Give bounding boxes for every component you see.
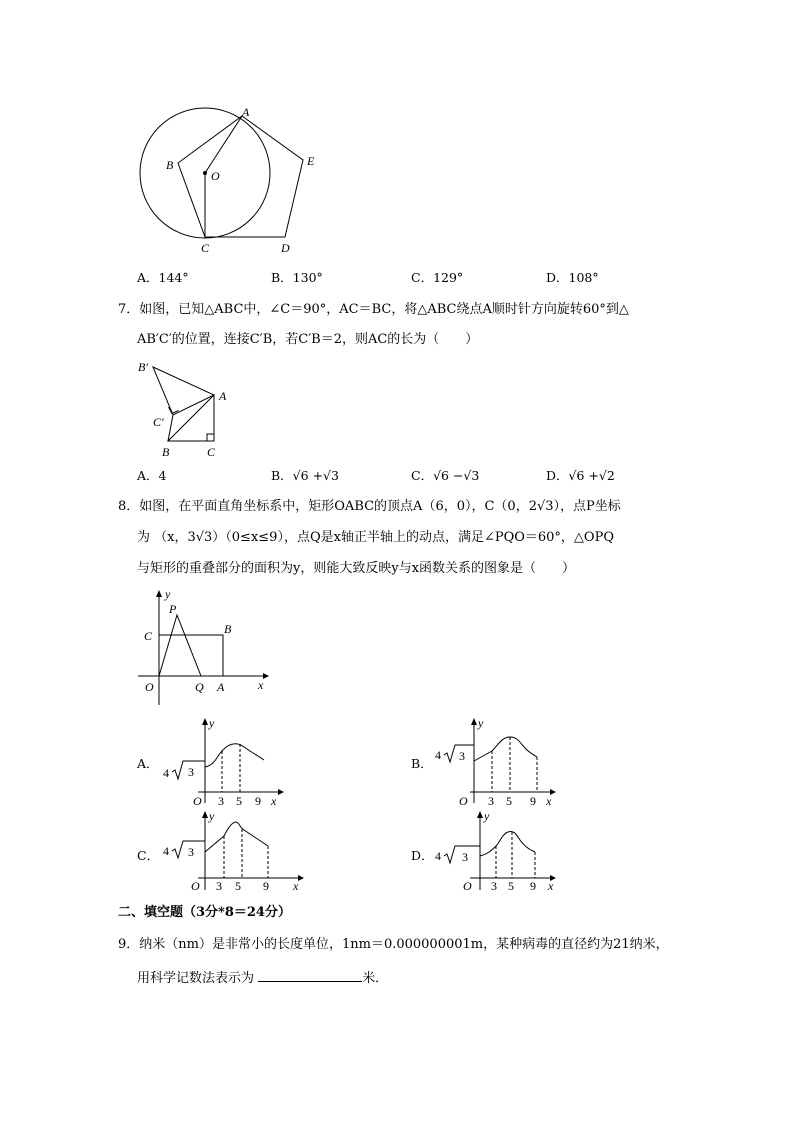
arrow-x xyxy=(298,875,304,881)
arrow-y xyxy=(471,718,477,725)
q7-label-a: A xyxy=(219,389,227,403)
q8-label-x: x xyxy=(258,678,264,692)
q8-label-o: O xyxy=(145,680,154,694)
q8-text-line1: 8．如图，在平面直角坐标系中，矩形OABC的顶点A（6，0），C（0，2√3），点P坐标 xyxy=(118,499,621,514)
q8-option-b-graph[interactable] xyxy=(430,715,560,810)
q8-option-c-graph[interactable] xyxy=(158,810,308,895)
section-2-title: 二、填空题（3分*8＝24分） xyxy=(118,905,291,920)
q6-label-d: D xyxy=(281,241,290,255)
label-o: O xyxy=(459,794,468,808)
q6-label-c: C xyxy=(201,241,210,255)
curve xyxy=(474,737,537,761)
label-rad3: 3 xyxy=(459,749,465,763)
q8-text-line3: 与矩形的重叠部分的面积为y，则能大致反映y与x函数关系的图象是（ ） xyxy=(137,561,576,576)
q7-option-b: B．√6 +√3 xyxy=(271,468,339,483)
q6-figure xyxy=(130,105,330,260)
label-4: 4 xyxy=(163,844,169,858)
q9-text-post: 米． xyxy=(362,971,389,986)
q7-text-line2: AB′C′的位置，连接C′B，若C′B＝2，则AC的长为（ ） xyxy=(137,332,479,347)
tick-5: 5 xyxy=(235,879,241,893)
q8-label-p: P xyxy=(169,602,177,616)
q7-option-c: C．√6 −√3 xyxy=(411,468,480,483)
q7-option-a: A．4 xyxy=(137,468,167,483)
q8-y-arrow xyxy=(156,590,162,597)
tick-5: 5 xyxy=(506,794,512,808)
tick-3: 3 xyxy=(216,879,222,893)
tick-9: 9 xyxy=(263,879,269,893)
label-o: O xyxy=(193,794,202,808)
q8-option-d-graph[interactable] xyxy=(430,810,565,895)
arrow-y xyxy=(202,718,208,725)
label-4: 4 xyxy=(435,849,441,863)
q6-radius-oa xyxy=(205,116,242,173)
q6-pentagon xyxy=(178,116,303,237)
tick-5: 5 xyxy=(508,879,514,893)
q7-text-line1: 7．如图，已知△ABC中，∠C＝90°，AC＝BC，将△ABC绕点A顺时针方向旋转60°到△ xyxy=(118,302,629,317)
q7-label-c: C xyxy=(207,445,216,459)
arrow-x xyxy=(278,789,284,795)
q8-label-q: Q xyxy=(195,680,204,694)
arrow-y xyxy=(202,811,208,818)
label-4: 4 xyxy=(435,748,441,762)
label-y: y xyxy=(209,716,215,730)
q6-label-e: E xyxy=(307,154,315,168)
label-x: x xyxy=(548,879,554,893)
tick-3: 3 xyxy=(488,794,494,808)
q6-label-o: O xyxy=(211,169,220,183)
q8-option-c-letter: C． xyxy=(137,848,160,863)
q7-label-c1: C′ xyxy=(153,415,164,429)
label-y: y xyxy=(209,810,215,823)
q9-text-line2 xyxy=(137,967,388,989)
label-y: y xyxy=(484,810,490,823)
q8-option-b-letter: B． xyxy=(411,756,433,771)
q8-x-arrow xyxy=(263,673,269,679)
q6-option-a: A．144° xyxy=(137,270,189,285)
tick-9: 9 xyxy=(255,794,261,808)
q8-label-c: C xyxy=(144,629,153,643)
q9-text-line1: 9．纳米（nm）是非常小的长度单位，1nm＝0.000000001m，某种病毒的直径约为21纳米， xyxy=(118,937,669,952)
curve xyxy=(205,822,268,852)
q8-text-line2: 为 （x，3√3）（0≤x≤9），点Q是x轴正半轴上的动点，满足∠PQO＝60°，△OPQ xyxy=(137,530,614,545)
q8-label-b: B xyxy=(224,622,232,636)
q6-label-b: B xyxy=(166,158,174,172)
label-rad3: 3 xyxy=(462,850,468,864)
q6-option-c: C．129° xyxy=(411,270,464,285)
q6-center-dot xyxy=(203,171,207,175)
q8-rectangle xyxy=(159,635,223,676)
q6-label-a: A xyxy=(242,105,250,119)
q7-triangle-ab1c1 xyxy=(153,367,214,415)
label-4: 4 xyxy=(163,766,169,780)
q7-right-angle-c xyxy=(207,434,214,441)
label-x: x xyxy=(293,879,299,893)
q8-figure xyxy=(135,585,275,710)
label-x: x xyxy=(546,794,552,808)
q8-option-a-letter: A． xyxy=(137,756,159,771)
tick-3: 3 xyxy=(218,794,224,808)
q6-option-d: D．108° xyxy=(546,270,599,285)
q7-label-b: B xyxy=(162,445,170,459)
q9-answer-blank[interactable] xyxy=(258,967,362,982)
tick-9: 9 xyxy=(530,794,536,808)
q7-option-d: D．√6 +√2 xyxy=(546,468,615,483)
label-o: O xyxy=(191,879,200,893)
arrow-y xyxy=(477,811,483,818)
q8-label-a: A xyxy=(217,680,225,694)
tick-9: 9 xyxy=(530,879,536,893)
q8-option-a-graph[interactable] xyxy=(158,715,288,810)
q8-triangle-opq xyxy=(159,615,201,676)
q7-label-b1: B′ xyxy=(138,360,148,374)
curve xyxy=(480,831,535,856)
q8-option-d-letter: D． xyxy=(411,848,434,863)
label-o: O xyxy=(463,879,472,893)
tick-3: 3 xyxy=(491,879,497,893)
q6-option-b: B．130° xyxy=(271,270,323,285)
label-rad3: 3 xyxy=(188,765,194,779)
tick-5: 5 xyxy=(236,794,242,808)
q8-label-y: y xyxy=(165,587,171,601)
label-x: x xyxy=(271,794,277,808)
q7-figure xyxy=(135,355,245,460)
label-rad3: 3 xyxy=(188,845,194,859)
q9-text-pre: 用科学记数法表示为 xyxy=(137,971,255,986)
label-y: y xyxy=(478,716,484,730)
curve xyxy=(205,744,264,767)
